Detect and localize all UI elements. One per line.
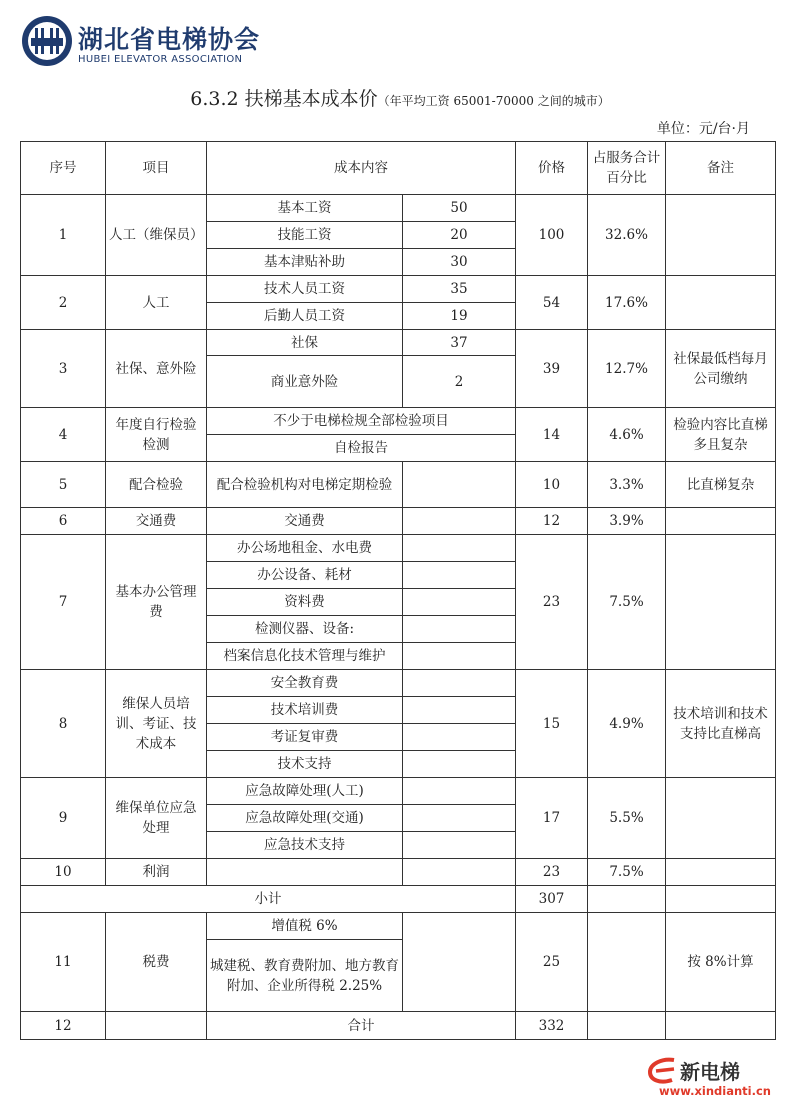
subtotal-price: 307: [516, 886, 588, 913]
cell-price: 15: [516, 670, 588, 778]
cell-seq: 7: [21, 535, 106, 670]
cell-value: [403, 778, 516, 805]
table-row: [21, 535, 776, 562]
cell-price: 10: [516, 462, 588, 508]
cell-content: 应急故障处理(人工): [207, 778, 403, 805]
cell-price: 17: [516, 778, 588, 859]
subtotal-row: [21, 886, 776, 913]
table-row: [21, 913, 776, 940]
cell-price: 100: [516, 195, 588, 276]
cell-content: 办公设备、耗材: [207, 562, 403, 589]
cell-item: 税费: [106, 913, 207, 1012]
total-row: [21, 1012, 776, 1040]
cell-content: 技术支持: [207, 751, 403, 778]
cell-item: 交通费: [106, 508, 207, 535]
cell-item: 基本办公管理费: [106, 535, 207, 670]
cell-content: 办公场地租金、水电费: [207, 535, 403, 562]
cell-price: 54: [516, 276, 588, 330]
cell-seq: 2: [21, 276, 106, 330]
cell-item: [106, 1012, 207, 1040]
cell-value: 35: [403, 276, 516, 303]
cell-value: 2: [403, 356, 516, 408]
cell-value: [403, 616, 516, 643]
cell-content: 社保: [207, 330, 403, 356]
elevator-e-logo-icon: [644, 1056, 684, 1086]
header-note: 备注: [666, 142, 776, 195]
cell-percent: 7.5%: [588, 535, 666, 670]
cell-value: 20: [403, 222, 516, 249]
subtotal-label: 小计: [21, 886, 516, 913]
page-title: [0, 84, 800, 111]
cell-note: [666, 195, 776, 276]
cell-percent: 32.6%: [588, 195, 666, 276]
cost-table: [20, 141, 776, 1040]
cell-item: 配合检验: [106, 462, 207, 508]
cell-seq: 5: [21, 462, 106, 508]
cell-content: 技术人员工资: [207, 276, 403, 303]
table-row: [21, 330, 776, 356]
title-main: 6.3.2 扶梯基本成本价: [190, 88, 378, 110]
cell-percent: 4.6%: [588, 408, 666, 462]
cell-note: [666, 276, 776, 330]
watermark: [640, 1054, 790, 1102]
cell-value: [403, 535, 516, 562]
cell-content: 安全教育费: [207, 670, 403, 697]
cell-content: 增值税 6%: [207, 913, 403, 940]
cell-content: 基本津贴补助: [207, 249, 403, 276]
cell-price: 25: [516, 913, 588, 1012]
cell-value: [403, 832, 516, 859]
cell-content: 后勤人员工资: [207, 303, 403, 330]
cell-item: 社保、意外险: [106, 330, 207, 408]
cell-note: [666, 508, 776, 535]
unit-label: 单位：元/台·月: [656, 121, 750, 137]
cell-value: [403, 805, 516, 832]
header-item: 项目: [106, 142, 207, 195]
association-logo: [20, 14, 280, 70]
watermark-name: 新电梯: [680, 1060, 740, 1084]
cell-percent: [588, 913, 666, 1012]
cell-content: 基本工资: [207, 195, 403, 222]
header-percent: 占服务合计百分比: [588, 142, 666, 195]
cell-note: 按 8%计算: [666, 913, 776, 1012]
cell-value: 50: [403, 195, 516, 222]
cell-content: 商业意外险: [207, 356, 403, 408]
cell-content: 检测仪器、设备:: [207, 616, 403, 643]
cell-percent: 4.9%: [588, 670, 666, 778]
cell-item: 维保人员培训、考证、技术成本: [106, 670, 207, 778]
cell-value: [403, 697, 516, 724]
cell-value: [403, 589, 516, 616]
cell-content: 不少于电梯检规全部检验项目: [207, 408, 516, 435]
cell-seq: 1: [21, 195, 106, 276]
cell-note: [666, 778, 776, 859]
cell-item: 年度自行检验检测: [106, 408, 207, 462]
table-row: [21, 859, 776, 886]
table-row: [21, 408, 776, 435]
cell-price: 23: [516, 535, 588, 670]
cell-value: [403, 913, 516, 1012]
cell-value: [403, 643, 516, 670]
cell-content: 应急技术支持: [207, 832, 403, 859]
cell-value: 19: [403, 303, 516, 330]
total-label: 合计: [207, 1012, 516, 1040]
cell-value: [403, 462, 516, 508]
cell-content: 技能工资: [207, 222, 403, 249]
cell-note: [666, 859, 776, 886]
cell-content: 考证复审费: [207, 724, 403, 751]
cell-content: 交通费: [207, 508, 403, 535]
cell-content: 技术培训费: [207, 697, 403, 724]
cell-content: 资料费: [207, 589, 403, 616]
cell-content: 城建税、教育费附加、地方教育附加、企业所得税 2.25%: [207, 940, 403, 1012]
cell-content: 应急故障处理(交通): [207, 805, 403, 832]
cell-seq: 4: [21, 408, 106, 462]
cell-note: [666, 886, 776, 913]
cell-value: [403, 724, 516, 751]
header-price: 价格: [516, 142, 588, 195]
association-name-cn: 湖北省电梯协会: [78, 25, 261, 54]
cell-price: 23: [516, 859, 588, 886]
cell-note: [666, 535, 776, 670]
cell-seq: 11: [21, 913, 106, 1012]
cell-seq: 6: [21, 508, 106, 535]
cell-seq: 12: [21, 1012, 106, 1040]
cell-price: 14: [516, 408, 588, 462]
cell-content: 配合检验机构对电梯定期检验: [207, 462, 403, 508]
cell-note: [666, 1012, 776, 1040]
cell-content: 自检报告: [207, 435, 516, 462]
watermark-url: www.xindianti.cn: [659, 1084, 771, 1098]
cell-note: 比直梯复杂: [666, 462, 776, 508]
cell-item: 维保单位应急处理: [106, 778, 207, 859]
cell-value: [403, 670, 516, 697]
association-name-en: HUBEI ELEVATOR ASSOCIATION: [78, 54, 243, 65]
cell-percent: 5.5%: [588, 778, 666, 859]
cell-value: 37: [403, 330, 516, 356]
cell-percent: 17.6%: [588, 276, 666, 330]
cell-note: 技术培训和技术支持比直梯高: [666, 670, 776, 778]
cell-percent: 3.3%: [588, 462, 666, 508]
cell-note: 社保最低档每月公司缴纳: [666, 330, 776, 408]
table-row: [21, 276, 776, 303]
cell-value: 30: [403, 249, 516, 276]
table-row: [21, 508, 776, 535]
cell-seq: 8: [21, 670, 106, 778]
cell-value: [403, 859, 516, 886]
title-sub: （年平均工资 65001-70000 之间的城市）: [377, 94, 610, 108]
header-content: 成本内容: [207, 142, 516, 195]
cell-price: 39: [516, 330, 588, 408]
table-row: [21, 778, 776, 805]
cell-seq: 10: [21, 859, 106, 886]
cell-content: 档案信息化技术管理与维护: [207, 643, 403, 670]
cell-content: [207, 859, 403, 886]
cell-item: 人工（维保员）: [106, 195, 207, 276]
table-header-row: [21, 142, 776, 195]
cell-percent: 3.9%: [588, 508, 666, 535]
cell-percent: 7.5%: [588, 859, 666, 886]
cell-value: [403, 751, 516, 778]
table-row: [21, 195, 776, 222]
cell-price: 12: [516, 508, 588, 535]
cell-value: [403, 562, 516, 589]
association-emblem-icon: [20, 14, 74, 68]
table-row: [21, 462, 776, 508]
total-price: 332: [516, 1012, 588, 1040]
cell-item: 人工: [106, 276, 207, 330]
table-row: [21, 670, 776, 697]
cell-note: 检验内容比直梯多且复杂: [666, 408, 776, 462]
header-seq: 序号: [21, 142, 106, 195]
cell-percent: 12.7%: [588, 330, 666, 408]
cell-percent: [588, 886, 666, 913]
cell-value: [403, 508, 516, 535]
cell-seq: 3: [21, 330, 106, 408]
cell-seq: 9: [21, 778, 106, 859]
cell-percent: [588, 1012, 666, 1040]
cell-item: 利润: [106, 859, 207, 886]
